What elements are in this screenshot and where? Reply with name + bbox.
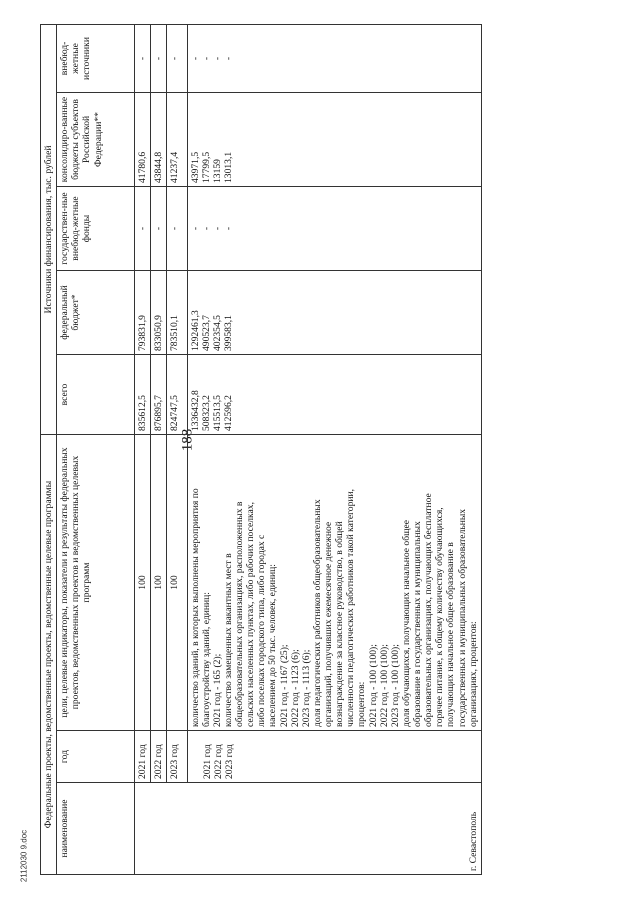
year-cell: 2022 год (151, 731, 167, 783)
goal-line: организаций, получивших ежемесячное денежное (323, 521, 334, 727)
header-regional-budgets: консолидиро-ванные бюджеты субъектов Российской Федерации** (57, 93, 135, 187)
year-cell: 2023 год (167, 731, 187, 783)
region-name: г. Севастополь (135, 783, 482, 875)
financing-table-area (40, 25, 608, 875)
total-cell: 835612,5 (135, 355, 151, 435)
federal-column (187, 271, 481, 355)
goal-line: горячее питание, к общему количеству обучающихся, (434, 507, 446, 727)
total-cell: 1336432,8 (189, 390, 201, 431)
goal-line: 2022 год - 1123 (6); (289, 649, 301, 727)
goal-line: 2021 год - 1167 (25); (278, 644, 290, 727)
extra-cell: - (200, 56, 212, 61)
federal-cell: 399583,1 (222, 315, 234, 351)
funds-cell: - (135, 187, 151, 271)
header-extrabudgetary-funds: государствен-ные внебюд-жетные фонды (57, 187, 135, 271)
goal-value: 100 (167, 435, 187, 731)
regional-cell: 13013,1 (222, 151, 234, 183)
total-cell: 824747,5 (167, 355, 187, 435)
year-item: 2021 год (201, 744, 213, 779)
regional-cell: 41780,6 (135, 93, 151, 187)
year-item: 2023 год (223, 744, 235, 779)
regional-cell: 41237,4 (167, 93, 187, 187)
total-cell: 876895,7 (151, 355, 167, 435)
year-list (187, 731, 481, 783)
file-name-label: 2112030 9.doc (19, 829, 29, 883)
goal-line: доля обучающихся, получающих начальное общее (400, 519, 412, 727)
extra-cell: - (211, 56, 223, 61)
header-goals: цели, целевые индикаторы, показатели и результаты федеральных проектов, ведомственных проектов и ведомственных целевых программ (57, 435, 135, 731)
goal-line: количество зданий, в которых выполнены мероприятия по (189, 488, 201, 727)
goal-value: 100 (135, 435, 151, 731)
financing-table (40, 24, 482, 875)
regional-cell: 13159 (211, 159, 223, 183)
goal-line: 2023 год - 1113 (6); (300, 649, 312, 727)
funds-column (187, 187, 481, 271)
page-number: 188 (179, 428, 196, 452)
goal-line: количество замещенных вакантных мест в (222, 553, 234, 727)
goal-line: получающих начальное общее образование в (445, 542, 457, 727)
extra-cell: - (135, 24, 151, 92)
goal-line: благоустройству зданий, единиц: (200, 592, 212, 727)
goal-line: образовательных организациях, получающих бесплатное (423, 493, 435, 727)
year-cell: 2021 год (135, 731, 151, 783)
goal-line: населением до 50 тыс. человек, единиц: (267, 564, 279, 727)
federal-cell: 1292461,3 (189, 310, 201, 351)
goal-line: либо поселках городского типа, либо городах с (256, 534, 268, 727)
funds-cell: - (200, 226, 212, 231)
goal-line: государственных и муниципальных образовательных (456, 508, 468, 727)
total-cell: 508323,2 (200, 395, 212, 431)
header-total: всего (57, 355, 135, 435)
federal-cell: 783510,1 (167, 271, 187, 355)
goal-description (187, 435, 481, 731)
federal-cell: 833050,9 (151, 271, 167, 355)
goal-line: доля педагогических работников общеобразовательных (311, 499, 323, 727)
regional-cell: 43971,5 (189, 151, 201, 183)
total-cell: 412596,2 (222, 395, 234, 431)
goal-line: численности педагогических работников такой категории, (345, 488, 357, 727)
goal-line: организациях, процентов: (467, 621, 479, 727)
header-name: наименование (57, 783, 135, 875)
funds-cell: - (151, 187, 167, 271)
goal-line: процентов: (356, 681, 368, 727)
goal-line: общеобразовательных организациях, расположенных в (234, 501, 245, 727)
regional-column (187, 93, 481, 187)
extra-cell: - (222, 56, 234, 61)
year-item: 2022 год (212, 744, 224, 779)
extra-cell: - (151, 24, 167, 92)
funds-cell: - (222, 226, 234, 231)
goal-line: образование в государственных и муниципальных (412, 521, 423, 727)
goal-line: 2021 год - 100 (100); (367, 644, 379, 727)
extra-cell: - (189, 56, 201, 61)
header-projects-group: Федеральные проекты, ведомственные проекты, ведомственные целевые программы (41, 435, 57, 875)
header-federal-budget: федеральный бюджет* (57, 271, 135, 355)
goal-line: 2023 год - 100 (100); (389, 644, 401, 727)
funds-cell: - (189, 226, 201, 231)
goal-line: сельских населенных пунктах, либо рабочих поселках, (245, 502, 257, 727)
header-financing-sources: Источники финансирования, тыс. рублей (41, 24, 57, 434)
funds-cell: - (211, 226, 223, 231)
goal-line: вознаграждение за классное руководство, в общей (334, 521, 346, 727)
total-column (187, 355, 481, 435)
header-extrabudgetary-sources: внебюд-жетные источники (57, 24, 135, 92)
goal-line: 2022 год - 100 (100); (378, 644, 390, 727)
goal-line: 2021 год - 165 (2); (211, 653, 223, 727)
federal-cell: 793831,9 (135, 271, 151, 355)
regional-cell: 43844,8 (151, 93, 167, 187)
federal-cell: 490523,7 (200, 315, 212, 351)
extra-cell: - (167, 24, 187, 92)
funds-cell: - (167, 187, 187, 271)
federal-cell: 402354,5 (211, 315, 223, 351)
header-year: год (57, 731, 135, 783)
total-cell: 415513,5 (211, 395, 223, 431)
extra-column (187, 24, 481, 92)
goal-value: 100 (151, 435, 167, 731)
regional-cell: 17799,5 (200, 151, 212, 183)
